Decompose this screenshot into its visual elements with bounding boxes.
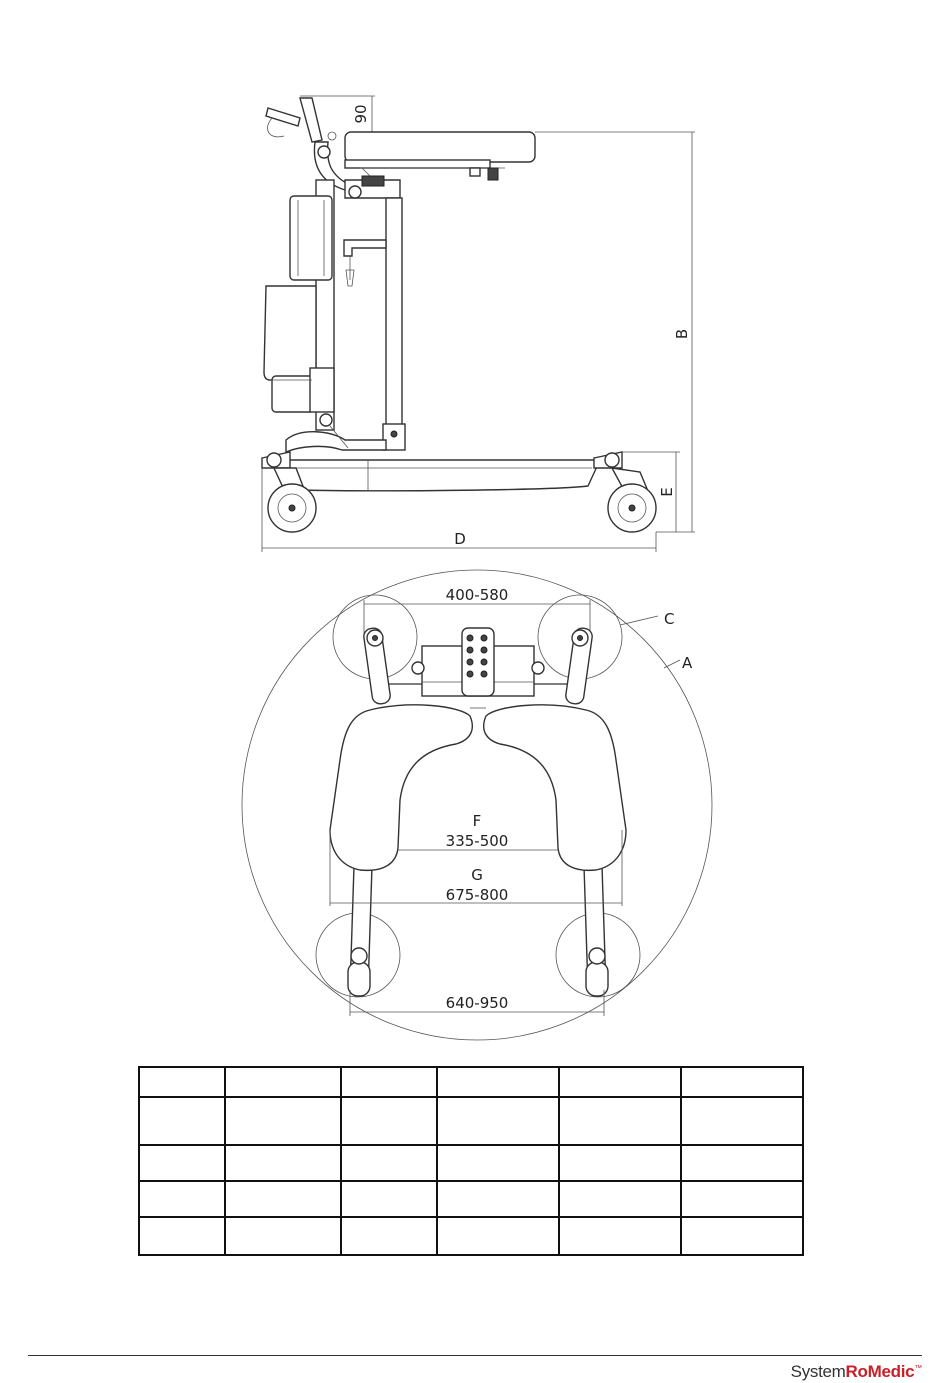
dim-f-value: 335-500 bbox=[445, 832, 509, 850]
table-row bbox=[139, 1181, 803, 1217]
table-cell bbox=[139, 1217, 225, 1255]
table-cell bbox=[437, 1067, 559, 1097]
table-cell bbox=[341, 1145, 437, 1181]
brand-part-romedic: RoMedic bbox=[845, 1362, 915, 1381]
table-cell bbox=[437, 1181, 559, 1217]
footer-divider bbox=[28, 1355, 922, 1356]
dim-640-950: 640-950 bbox=[445, 994, 509, 1012]
table-cell bbox=[559, 1067, 681, 1097]
table-row bbox=[139, 1145, 803, 1181]
table-cell bbox=[681, 1145, 803, 1181]
dim-90-label: 90 bbox=[352, 104, 370, 124]
table-cell bbox=[225, 1217, 341, 1255]
dim-b-label: B bbox=[673, 328, 691, 340]
table-cell bbox=[559, 1097, 681, 1145]
table-cell bbox=[139, 1145, 225, 1181]
table-row bbox=[139, 1097, 803, 1145]
table-cell bbox=[139, 1067, 225, 1097]
dim-e-label: E bbox=[658, 487, 676, 497]
label-c: C bbox=[664, 610, 675, 628]
table-cell bbox=[681, 1067, 803, 1097]
table-cell bbox=[341, 1097, 437, 1145]
table-cell bbox=[559, 1145, 681, 1181]
table-cell bbox=[139, 1181, 225, 1217]
table-cell bbox=[559, 1217, 681, 1255]
table-cell bbox=[341, 1067, 437, 1097]
table-cell bbox=[225, 1145, 341, 1181]
table-cell bbox=[225, 1181, 341, 1217]
dim-g-value: 675-800 bbox=[445, 886, 509, 904]
table-cell bbox=[225, 1097, 341, 1145]
table-cell bbox=[341, 1181, 437, 1217]
dimension-table bbox=[138, 1066, 804, 1256]
dim-d-label: D bbox=[454, 530, 466, 548]
table-cell bbox=[437, 1217, 559, 1255]
table-cell bbox=[437, 1145, 559, 1181]
top-view bbox=[242, 570, 712, 1040]
brand-logo bbox=[791, 1362, 922, 1382]
dim-g-label: G bbox=[471, 866, 483, 884]
table-cell bbox=[559, 1181, 681, 1217]
table-cell bbox=[139, 1097, 225, 1145]
dim-f-label: F bbox=[472, 812, 482, 830]
brand-part-system: System bbox=[790, 1362, 846, 1381]
table-cell bbox=[437, 1097, 559, 1145]
table-cell bbox=[341, 1217, 437, 1255]
table-cell bbox=[681, 1097, 803, 1145]
brand-trademark: ™ bbox=[914, 1363, 922, 1373]
label-a: A bbox=[682, 654, 693, 672]
table-cell bbox=[681, 1217, 803, 1255]
dim-400-580: 400-580 bbox=[445, 586, 509, 604]
table-row bbox=[139, 1217, 803, 1255]
side-view bbox=[262, 96, 695, 552]
table-row bbox=[139, 1067, 803, 1097]
table-cell bbox=[225, 1067, 341, 1097]
table-cell bbox=[681, 1181, 803, 1217]
